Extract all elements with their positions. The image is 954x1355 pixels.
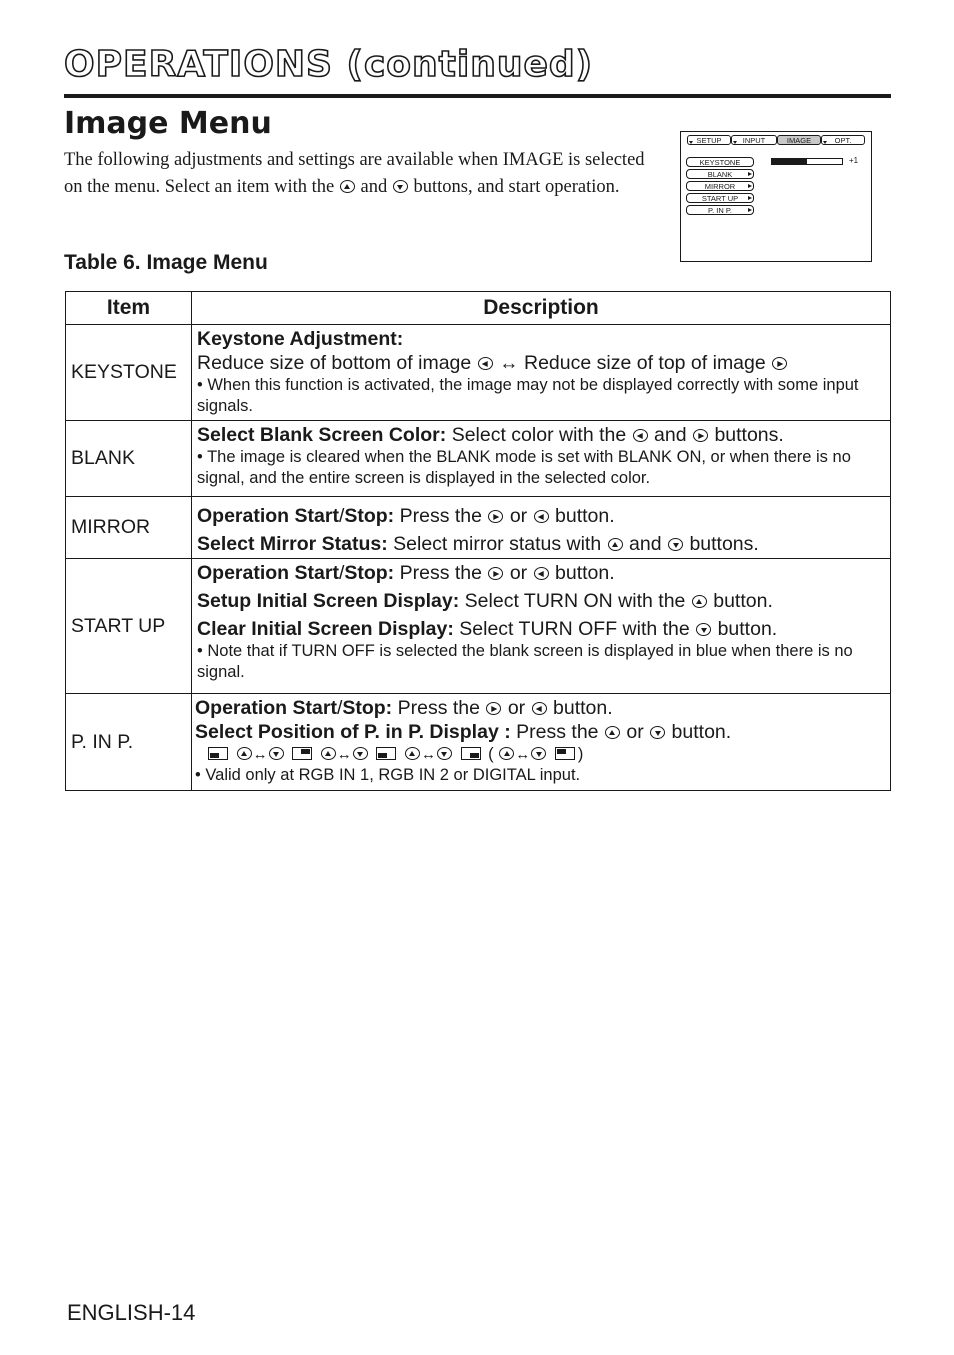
menu-tab-image: [777, 135, 821, 145]
up-button-icon: [499, 747, 514, 760]
menu-tab-setup: [687, 135, 731, 145]
pinp-position-sequence: [195, 744, 884, 765]
desc-blank: [192, 421, 891, 497]
item-keystone: KEYSTONE: [66, 325, 192, 421]
startup-note: • Note that if TURN OFF is selected the blank screen is displayed in blue when there is no signal.: [197, 642, 853, 681]
up-button-icon: [237, 747, 252, 760]
pinp-pos-title: Select Position of P. in P. Display :: [195, 721, 511, 743]
submenu-arrow-icon: [748, 184, 752, 188]
intro-text-2: buttons, and start operation.: [413, 177, 620, 197]
down-button-icon: [696, 623, 711, 636]
startup-op-text-b: button.: [555, 562, 615, 584]
paren-open-icon: (: [488, 745, 494, 763]
menu-tabs: [687, 135, 865, 146]
keystone-note: • When this function is activated, the image may not be displayed correctly with some input signals.: [197, 376, 859, 415]
right-button-icon: [488, 510, 503, 523]
startup-setup-title: Setup Initial Screen Display:: [197, 590, 460, 612]
position-top-right-icon: [292, 747, 312, 760]
menu-item-label: START UP: [701, 194, 739, 203]
pinp-line-1: Operation Start/Stop: Press the or button.: [195, 697, 613, 719]
menu-tab-label: INPUT: [742, 136, 766, 145]
pinp-op-title-a: Operation Start: [195, 697, 337, 719]
menu-item-keystone: [686, 157, 754, 167]
left-button-icon: [532, 702, 547, 715]
keystone-line: [197, 351, 884, 375]
menu-item-pinp: [686, 205, 754, 215]
header-rule: [64, 94, 891, 98]
up-button-icon: [321, 747, 336, 760]
mirror-and: and: [629, 533, 662, 555]
startup-op-title-b: Stop:: [344, 562, 395, 584]
startup-setup-text-b: button.: [713, 590, 773, 612]
blank-line: [197, 423, 884, 447]
left-button-icon: [633, 429, 648, 442]
keystone-title: Keystone Adjustment:: [197, 328, 404, 350]
item-startup: START UP: [66, 559, 192, 694]
up-button-icon: [340, 180, 355, 193]
mirror-status-text-b: buttons.: [689, 533, 759, 555]
pinp-line-2: [195, 720, 884, 744]
mirror-op-text-b: button.: [555, 505, 615, 527]
menu-item-blank: [686, 169, 754, 179]
both-ways-arrow-icon: ↔: [515, 746, 531, 763]
position-bottom-right-icon: [461, 747, 481, 760]
startup-op-text-a: Press the: [399, 562, 482, 584]
up-button-icon: [605, 726, 620, 739]
keystone-value: +1: [849, 156, 859, 165]
up-button-icon: [692, 595, 707, 608]
left-button-icon: [534, 567, 549, 580]
item-pinp: P. IN P.: [66, 694, 192, 791]
table-row-startup: [66, 559, 891, 694]
submenu-arrow-icon: [748, 196, 752, 200]
startup-clear-text-b: button.: [717, 618, 778, 640]
both-ways-arrow-icon: ↔: [336, 746, 352, 763]
right-button-icon: [486, 702, 501, 715]
desc-keystone: [192, 325, 891, 421]
mirror-line-2: [197, 532, 884, 556]
table-caption: Table 6. Image Menu: [64, 251, 268, 274]
tab-arrow-icon: [689, 141, 693, 144]
right-button-icon: [693, 429, 708, 442]
menu-item-startup: [686, 193, 754, 203]
table-row-keystone: [66, 325, 891, 421]
pinp-pos-text-a: Press the: [516, 721, 599, 743]
pinp-op-title-b: Stop:: [342, 697, 393, 719]
mirror-status-text-a: Select mirror status with: [393, 533, 602, 555]
item-blank: BLANK: [66, 421, 192, 497]
tab-arrow-icon: [823, 141, 827, 144]
header-description: Description: [192, 292, 891, 325]
startup-line-3: [197, 617, 884, 641]
pinp-note: • Valid only at RGB IN 1, RGB IN 2 or DIGITAL input.: [195, 766, 581, 784]
menu-item-label: BLANK: [707, 170, 733, 179]
menu-tab-label: SETUP: [696, 136, 722, 145]
blank-text-a: Select color with the: [451, 424, 627, 446]
startup-or: or: [509, 562, 528, 584]
both-ways-arrow-icon: ↔: [252, 746, 268, 763]
tab-arrow-icon: [733, 141, 737, 144]
down-button-icon: [531, 747, 546, 760]
startup-line-1: Operation Start/Stop: Press the or button.: [197, 562, 615, 584]
menu-item-label: MIRROR: [704, 182, 736, 191]
startup-clear-title: Clear Initial Screen Display:: [197, 618, 454, 640]
blank-note: • The image is cleared when the BLANK mode is set with BLANK ON, or when there is no signal, and the entire screen is displayed in the selected color.: [197, 448, 851, 487]
section-title: Image Menu: [64, 106, 272, 141]
mirror-op-title-b: Stop:: [344, 505, 395, 527]
menu-item-label: KEYSTONE: [699, 158, 741, 167]
table-row-blank: [66, 421, 891, 497]
page-header-title: OPERATIONS (continued): [64, 44, 594, 85]
up-button-icon: [608, 538, 623, 551]
keystone-level-fill: [772, 159, 807, 164]
down-button-icon: [353, 747, 368, 760]
paren-close-icon: ): [577, 745, 584, 763]
menu-item-mirror: [686, 181, 754, 191]
startup-setup-text-a: Select TURN ON with the: [464, 590, 686, 612]
right-button-icon: [488, 567, 503, 580]
pinp-or: or: [507, 697, 526, 719]
intro-text-1: The following adjustments and settings are available when IMAGE is selected on the menu. Select an item with the: [64, 150, 645, 197]
mirror-op-title-a: Operation Start: [197, 505, 339, 527]
left-button-icon: [534, 510, 549, 523]
menu-item-label: P. IN P.: [708, 206, 732, 215]
menu-tab-label: IMAGE: [786, 136, 812, 145]
blank-text-b: buttons.: [714, 424, 784, 446]
blank-title: Select Blank Screen Color:: [197, 424, 447, 446]
pinp-op-text-a: Press the: [397, 697, 480, 719]
startup-op-title-a: Operation Start: [197, 562, 339, 584]
down-button-icon: [437, 747, 452, 760]
startup-line-2: [197, 589, 884, 613]
blank-and: and: [654, 424, 687, 446]
position-bottom-left-icon: [208, 747, 228, 760]
desc-pinp: [192, 694, 891, 791]
mirror-status-title: Select Mirror Status:: [197, 533, 388, 555]
intro-and: and: [360, 177, 388, 197]
table-header-row: [66, 292, 891, 325]
submenu-arrow-icon: [748, 208, 752, 212]
keystone-level-bar: [771, 158, 843, 165]
table-row-mirror: [66, 497, 891, 559]
header-item: Item: [66, 292, 192, 325]
up-button-icon: [405, 747, 420, 760]
left-button-icon: [478, 357, 493, 370]
keystone-text-b: ↔ Reduce size of top of image: [499, 352, 766, 374]
desc-mirror: [192, 497, 891, 559]
page-number: ENGLISH-14: [67, 1300, 196, 1325]
submenu-arrow-icon: [748, 172, 752, 176]
position-top-left-icon: [555, 747, 575, 760]
pinp-or: or: [626, 721, 644, 743]
position-bottom-left-icon: [376, 747, 396, 760]
menu-tab-input: [731, 135, 777, 145]
down-button-icon: [650, 726, 665, 739]
table-row-pinp: [66, 694, 891, 791]
right-button-icon: [772, 357, 787, 370]
startup-clear-text-a: Select TURN OFF with the: [459, 618, 690, 640]
menu-tab-opt: [821, 135, 865, 145]
pinp-op-text-b: button.: [553, 697, 613, 719]
image-menu-table: [65, 291, 891, 791]
down-button-icon: [668, 538, 683, 551]
both-ways-arrow-icon: ↔: [420, 746, 436, 763]
keystone-text-a: Reduce size of bottom of image: [197, 352, 472, 374]
desc-startup: [192, 559, 891, 694]
image-menu-preview: [680, 131, 872, 262]
mirror-op-text-a: Press the: [399, 505, 482, 527]
intro-paragraph: [64, 147, 654, 201]
mirror-or: or: [509, 505, 528, 527]
mirror-line-1: Operation Start/Stop: Press the or button.: [197, 505, 615, 527]
down-button-icon: [393, 180, 408, 193]
down-button-icon: [269, 747, 284, 760]
item-mirror: MIRROR: [66, 497, 192, 559]
pinp-pos-text-b: button.: [671, 721, 732, 743]
menu-tab-label: OPT.: [834, 136, 852, 145]
